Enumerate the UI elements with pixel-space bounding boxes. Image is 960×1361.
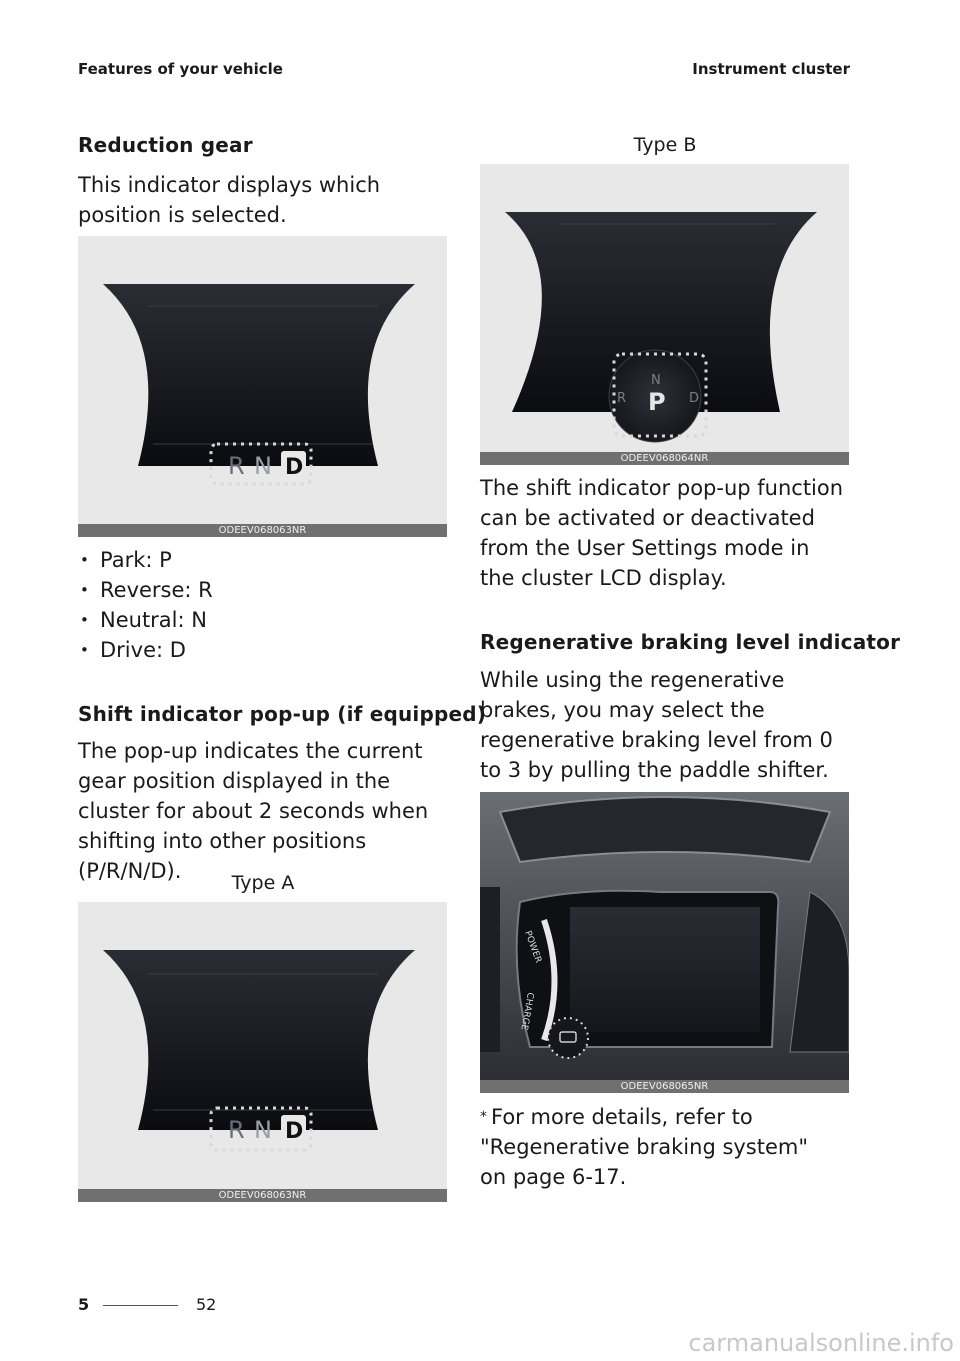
list-item: • Reverse: R: [78, 575, 213, 605]
cluster-display-illustration: [78, 236, 447, 524]
figure-caption: ODEEV068065NR: [480, 1080, 849, 1093]
watermark-text: carmanualsonline.info: [688, 1329, 954, 1357]
figure-caption: ODEEV068064NR: [480, 452, 849, 465]
chapter-number: 5: [78, 1295, 90, 1314]
cluster-display-illustration: [480, 164, 849, 452]
cluster-display-illustration: [480, 792, 849, 1080]
reduction-gear-paragraph: This indicator displays which position is selected.: [78, 173, 381, 227]
gear-n: N: [651, 373, 661, 388]
gear-p-selected: P: [648, 388, 666, 416]
shift-indicator-paragraph: The pop-up indicates the current gear position displayed in the cluster for about 2 seconds when shifting into other positions (P/R/N/D).: [78, 739, 429, 883]
gear-r: R: [228, 452, 245, 480]
note-text: For more details, refer to "Regenerative braking system" on page 6-17.: [480, 1105, 809, 1189]
gear-n: N: [254, 452, 272, 480]
regen-reference-note: [480, 1102, 840, 1192]
page-number: 52: [196, 1295, 217, 1314]
running-header-right: Instrument cluster: [692, 60, 850, 78]
figure-caption: ODEEV068063NR: [78, 524, 447, 537]
gear-d-selected: D: [285, 455, 304, 480]
gear-n: N: [254, 1116, 272, 1144]
reduction-gear-heading: Reduction gear: [78, 133, 253, 157]
type-b-label: Type B: [633, 134, 697, 156]
gear-d-selected: D: [285, 1119, 304, 1144]
figure-caption: ODEEV068063NR: [78, 1189, 447, 1202]
gear-r: R: [617, 391, 627, 406]
gear-position-list: [78, 545, 213, 665]
popup-function-paragraph: The shift indicator pop-up function can be activated or deactivated from the User Settings mode in the cluster LCD display.: [480, 476, 844, 590]
cluster-display-illustration: [78, 902, 447, 1189]
footer-divider: [103, 1305, 178, 1306]
charge-label: CHARGE: [518, 991, 535, 1031]
regen-indicator-paragraph: While using the regenerative brakes, you may select the regenerative braking level from 0 to 3 by pulling the paddle shifter.: [480, 668, 833, 782]
list-item: • Neutral: N: [78, 605, 213, 635]
figure-type-b: [480, 164, 849, 465]
figure-regen-level: [480, 792, 849, 1093]
figure-type-a: [78, 902, 447, 1202]
gear-r: R: [228, 1116, 245, 1144]
power-label: POWER: [522, 929, 543, 965]
type-a-label: Type A: [231, 872, 295, 894]
gear-d: D: [689, 391, 700, 406]
running-header-left: Features of your vehicle: [78, 60, 283, 78]
asterisk-icon: *: [480, 1109, 487, 1125]
figure-gear-indicator: [78, 236, 447, 537]
list-item: • Park: P: [78, 545, 213, 575]
regen-indicator-heading: Regenerative braking level indicator: [480, 630, 901, 654]
shift-indicator-heading: Shift indicator pop-up (if equipped): [78, 702, 487, 726]
list-item: • Drive: D: [78, 635, 213, 665]
